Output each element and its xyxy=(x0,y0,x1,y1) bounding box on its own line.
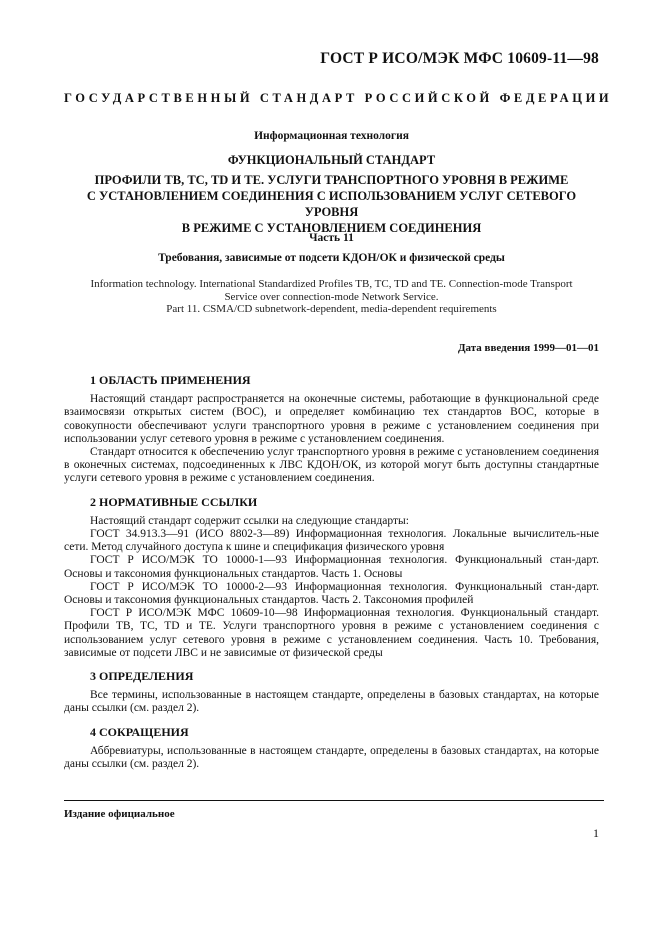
section-heading: 4 СОКРАЩЕНИЯ xyxy=(90,724,189,739)
english-title xyxy=(64,278,599,316)
official-edition-label: Издание официальное xyxy=(64,808,175,820)
reference-item: ГОСТ Р ИСО/МЭК МФС 10609-10—98 Информационная технология. Функциональный стандарт. Профили ТВ, ТС, TD и ТЕ. Услуги транспортного уровня в режиме с установлением соединения с использованием услуг сетевого уровня в режиме с установлением соединения. Часть 10. Требования, зависимые от подсети ЛВС и не зависимые от физической среды xyxy=(64,607,599,659)
paragraph: Стандарт относится к обеспечению услуг транспортного уровня в режиме с установлением соединения в оконечных системах, подсоединенных к ЛВС КДОН/ОК, из которой могут быть доступны стандартные услуги сетевого уровня в режиме с установлением соединения. xyxy=(64,446,599,485)
section-heading: 2 НОРМАТИВНЫЕ ССЫЛКИ xyxy=(90,494,258,509)
field-heading: Информационная технология xyxy=(254,130,409,142)
main-title-line: С УСТАНОВЛЕНИЕМ СОЕДИНЕНИЯ С ИСПОЛЬЗОВАНИЕМ УСЛУГ СЕТЕВОГО УРОВНЯ xyxy=(86,189,577,219)
english-title-line: Part 11. CSMA/CD subnetwork-dependent, media-dependent requirements xyxy=(166,303,497,315)
main-title-line: В РЕЖИМЕ С УСТАНОВЛЕНИЕМ СОЕДИНЕНИЯ xyxy=(181,221,482,235)
footer-divider xyxy=(64,800,604,801)
paragraph: Настоящий стандарт содержит ссылки на следующие стандарты: xyxy=(90,514,409,527)
page-number: 1 xyxy=(593,826,599,840)
document-body xyxy=(64,374,599,771)
reference-item: ГОСТ 34.913.3—91 (ИСО 8802-3—89) Информационная технология. Локальные вычислитель-ные сети. Метод случайного доступа к шине и спецификация физического уровня xyxy=(64,528,599,554)
reference-item: ГОСТ Р ИСО/МЭК ТО 10000-1—93 Информационная технология. Функциональный стан-дарт. Основы и таксономия функциональных стандартов. Часть 1. Основы xyxy=(64,554,599,580)
main-title xyxy=(64,172,599,236)
standard-type: ФУНКЦИОНАЛЬНЫЙ СТАНДАРТ xyxy=(227,153,436,167)
reference-item: ГОСТ Р ИСО/МЭК ТО 10000-2—93 Информационная технология. Функциональный стан-дарт. Основы и таксономия функциональных стандартов. Часть 2. Таксономия профилей xyxy=(64,580,599,607)
introduction-date: Дата введения 1999—01—01 xyxy=(457,342,599,354)
part-number: Часть 11 xyxy=(309,232,354,244)
main-title-line: ПРОФИЛИ ТВ, ТС, TD И ТЕ. УСЛУГИ ТРАНСПОРТНОГО УРОВНЯ В РЕЖИМЕ xyxy=(94,173,569,187)
state-standard-title: ГОСУДАРСТВЕННЫЙ СТАНДАРТ РОССИЙСКОЙ ФЕДЕРАЦИИ xyxy=(64,91,613,105)
section-heading: 1 ОБЛАСТЬ ПРИМЕНЕНИЯ xyxy=(90,373,251,387)
english-title-line: Service over connection-mode Network Service. xyxy=(224,290,439,303)
paragraph: Аббревиатуры, использованные в настоящем стандарте, определены в базовых стандартах, на которые даны ссылки (см. раздел 2). xyxy=(64,744,599,771)
paragraph: Все термины, использованные в настоящем стандарте, определены в базовых стандартах, на которые даны ссылки (см. раздел 2). xyxy=(64,689,599,715)
section-heading: 3 ОПРЕДЕЛЕНИЯ xyxy=(90,669,194,684)
standard-code: ГОСТ Р ИСО/МЭК МФС 10609-11—98 xyxy=(320,50,599,67)
paragraph: Настоящий стандарт распространяется на оконечные системы, работающие в функциональной среде взаимосвязи открытых систем (ВОС), и определяет комбинацию тех стандартов ВОС, которые в совокупности обеспечивают услуги транспортного уровня в режиме с установлением соединения при использовании услуг сетевого уровня в режиме с установлением соединения. xyxy=(64,393,599,445)
part-title: Требования, зависимые от подсети КДОН/ОК и физической среды xyxy=(158,252,505,264)
english-title-line: Information technology. International Standardized Profiles TB, TC, TD and TE. Connection-mode Transport xyxy=(90,278,573,290)
